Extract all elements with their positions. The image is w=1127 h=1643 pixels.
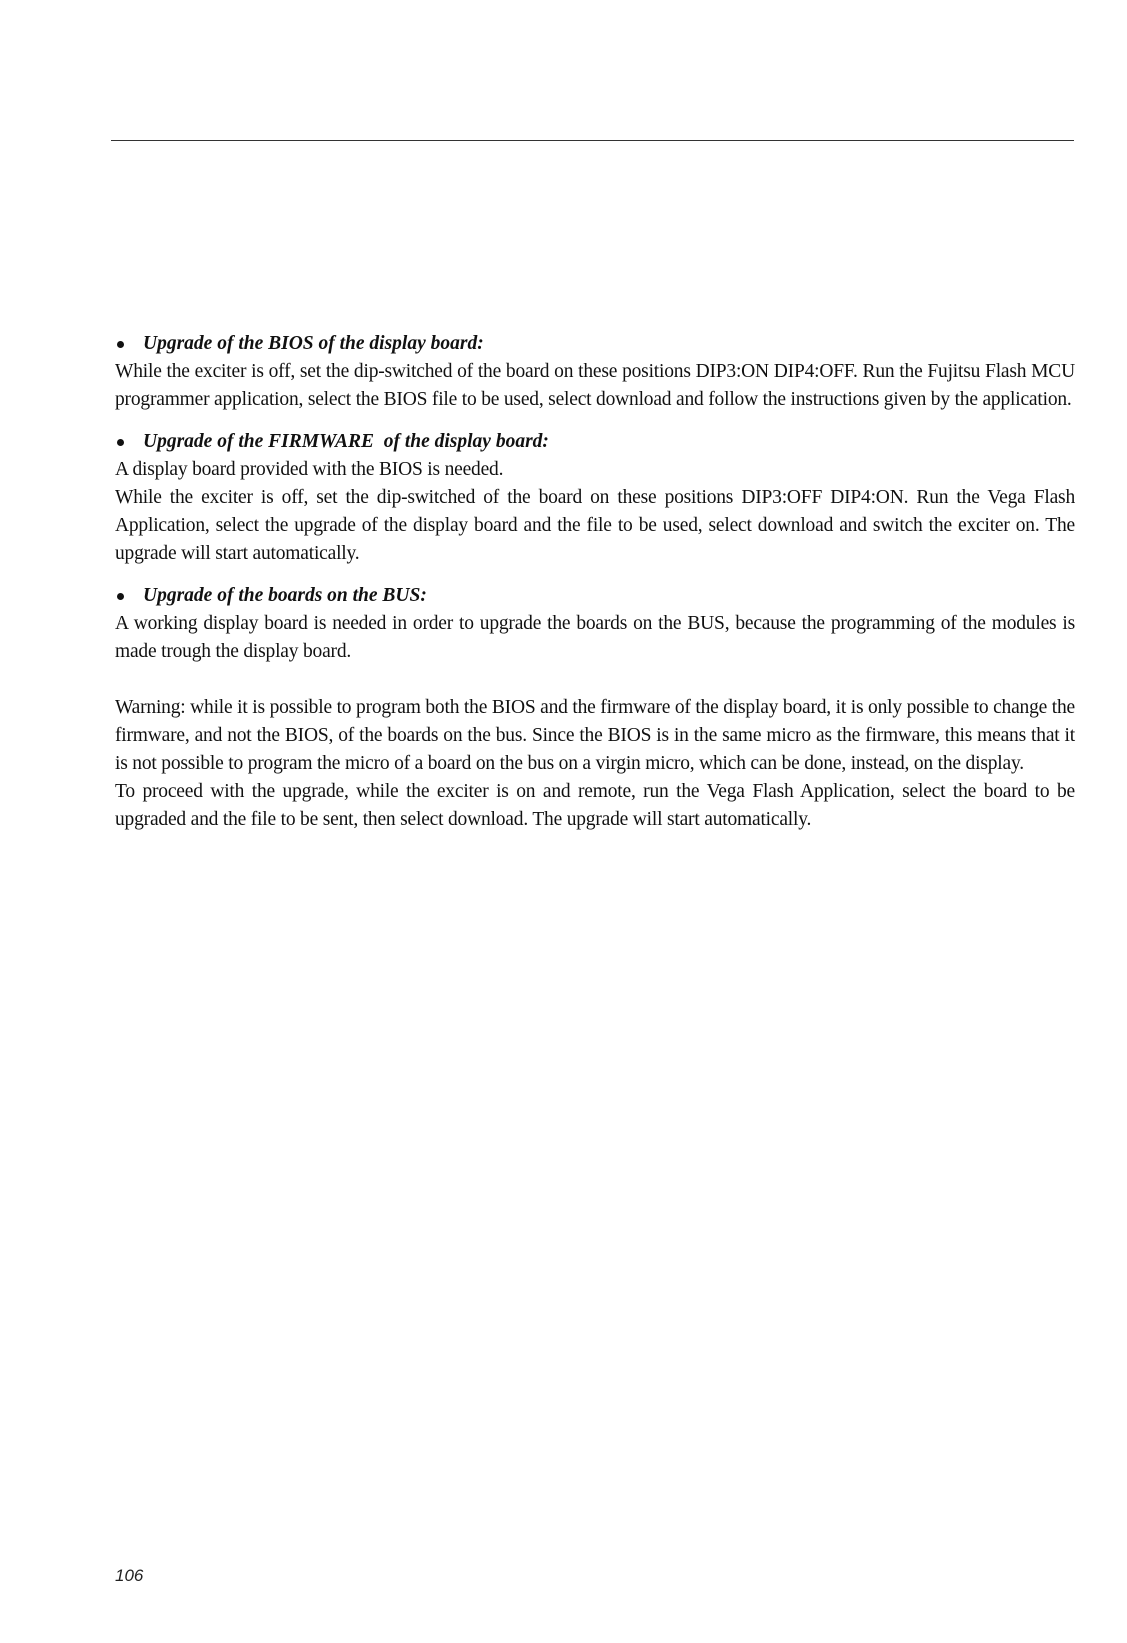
header-rule — [111, 140, 1074, 141]
section-heading — [115, 428, 1075, 456]
procedure-paragraph: To proceed with the upgrade, while the exciter is on and remote, run the Vega Flash Application, select the board to be upgraded and the file to be sent, then select download. The upgrade will start automatically. — [115, 781, 1075, 830]
page-number: 106 — [115, 1566, 144, 1585]
section-bus-upgrade — [115, 582, 1075, 666]
section-bios-upgrade — [115, 330, 1075, 414]
section-heading — [115, 330, 1075, 358]
section-heading-text: Upgrade of the BIOS of the display board: — [143, 333, 484, 354]
section-paragraph: While the exciter is off, set the dip-switched of the board on these positions DIP3:OFF DIP4:ON. Run the Vega Flash Application, select the upgrade of the display board and the file to be used, select download and switch the exciter on. The upgrade will start automatically. — [115, 487, 1075, 564]
section-firmware-upgrade — [115, 428, 1075, 568]
warning-paragraph: Warning: while it is possible to program both the BIOS and the firmware of the display board, it is only possible to change the firmware, and not the BIOS, of the boards on the bus. Since the BIOS is in the same micro as the firmware, this means that it is not possible to program the micro of a board on the bus on a virgin micro, which can be done, instead, on the display. — [115, 697, 1075, 774]
section-heading-text: Upgrade of the FIRMWARE of the display board: — [143, 431, 549, 452]
section-paragraph: While the exciter is off, set the dip-switched of the board on these positions DIP3:ON DIP4:OFF. Run the Fujitsu Flash MCU programmer application, select the BIOS file to be used, select download and follow the instructions given by the application. — [115, 361, 1075, 410]
section-heading-text: Upgrade of the boards on the BUS: — [143, 585, 427, 606]
bullet-icon — [117, 341, 124, 348]
warning-block — [115, 694, 1075, 834]
section-heading — [115, 582, 1075, 610]
section-paragraph: A display board provided with the BIOS is needed. — [115, 459, 504, 480]
bullet-icon — [117, 439, 124, 446]
page-content — [115, 330, 1075, 834]
section-paragraph: A working display board is needed in order to upgrade the boards on the BUS, because the programming of the modules is made trough the display board. — [115, 613, 1075, 662]
bullet-icon — [117, 593, 124, 600]
